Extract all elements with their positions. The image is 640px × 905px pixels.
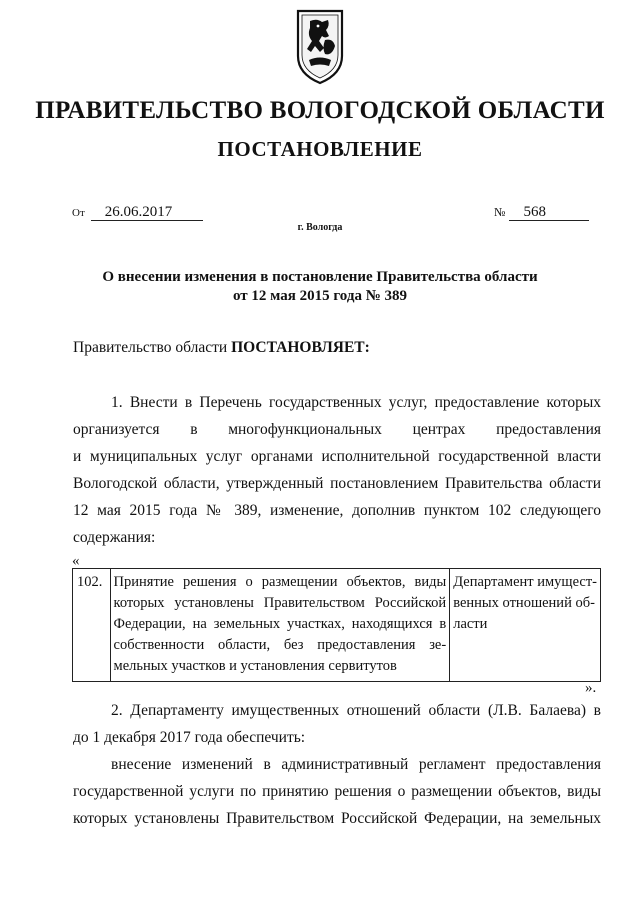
department-cell [450,569,601,682]
quote-close-mark: ». [585,680,597,696]
item-1-paragraph [73,389,601,551]
number-value: 568 [509,204,589,221]
department-line: ласти [453,616,488,632]
item-2-line: внесение изменений в административный регламент предоставления [111,756,601,773]
service-name-line: Принятие решения о размещении объектов, виды [113,574,447,590]
inserted-table [72,568,601,682]
government-title: ПРАВИТЕЛЬСТВО ВОЛОГОДСКОЙ ОБЛАСТИ [35,97,605,124]
coat-of-arms-emblem [295,8,345,86]
date-field [72,204,203,221]
item-2-line: государственной услуги по принятию решения о размещении объектов, виды [73,783,601,800]
department-line: венных отношений об- [453,595,595,611]
subject-line-2: от 12 мая 2015 года № 389 [232,288,408,304]
quote-open-mark: « [72,553,80,569]
date-value: 26.06.2017 [91,204,203,221]
service-name-line: собственности области, без предоставления зе- [113,637,447,653]
item-2-line: которых установлены Правительством Российской Федерации, на земельных [73,810,601,827]
number-label: № [494,205,506,219]
document-subject [0,268,640,306]
decrees-verb: ПОСТАНОВЛЯЕТ: [231,339,370,356]
item-2-paragraph [73,697,601,832]
decrees-statement [73,339,370,357]
table-row [73,569,601,682]
item-1-line: Вологодской области, утвержденный постановлением Правительства области [73,475,601,492]
row-number-cell: 102. [73,569,111,682]
service-name-line: мельных участков и установления сервитутов [113,658,397,674]
item-1-line: 12 мая 2015 года № 389, изменение, дополнив пунктом 102 следующего [73,502,601,519]
subject-line-1: О внесении изменения в постановление Правительства области [102,269,538,285]
document-type: ПОСТАНОВЛЕНИЕ [217,137,423,161]
service-name-cell [110,569,450,682]
date-label: От [72,207,85,219]
item-2-line: до 1 декабря 2017 года обеспечить: [73,729,306,746]
number-field [494,204,589,221]
department-line: Департамент имущест- [453,574,597,590]
item-2-line: 2. Департаменту имущественных отношений области (Л.В. Балаева) в [111,702,601,719]
item-1-line: содержания: [73,529,156,546]
service-name-line: Федерации, на земельных участках, находящихся в [113,616,447,632]
item-1-line: 1. Внести в Перечень государственных услуг, предоставление которых [111,394,601,411]
item-1-line: и муниципальных услуг органами исполнительной государственной власти [73,448,601,465]
item-1-line: организуется в многофункциональных центрах предоставления [73,421,601,438]
city-label: г. Вологда [297,222,343,233]
decrees-prefix: Правительство области [73,339,228,356]
service-name-line: которых установлены Правительством Российской [113,595,447,611]
